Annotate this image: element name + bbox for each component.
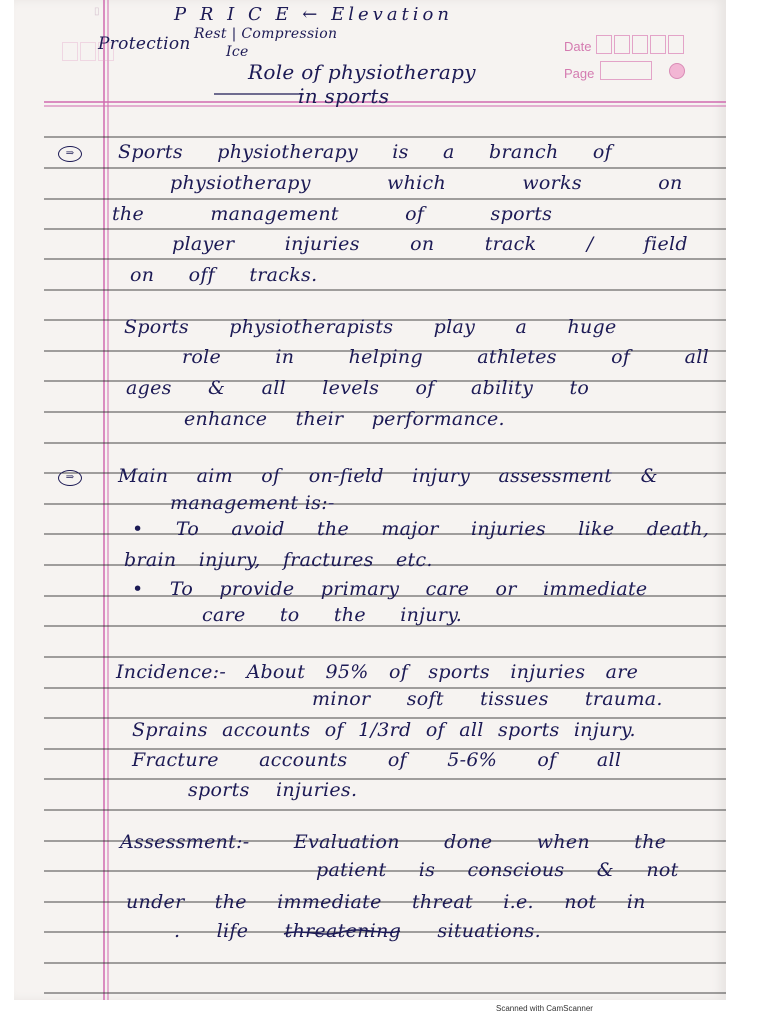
date-label: Date — [564, 39, 592, 54]
page-title-line1: Role of physiotherapy — [248, 60, 476, 84]
s1-line3: the management of sports — [112, 203, 553, 225]
page-title-line2: in sports — [298, 84, 390, 108]
page-number-box — [600, 61, 652, 80]
price-sub: Rest | Compression — [194, 26, 338, 42]
s5-line3: under the immediate threat i.e. not in — [126, 891, 646, 913]
protection-label: Protection — [98, 34, 191, 54]
s3-line2: management is:- — [170, 492, 335, 514]
s4-line1: Incidence:- About 95% of sports injuries are — [116, 661, 639, 683]
faint-header-mark: ▯ — [94, 6, 100, 17]
s4-line5: sports injuries. — [188, 779, 358, 801]
s1-line4: player injuries on track / field — [172, 233, 688, 255]
s4-line3: Sprains accounts of 1/3rd of all sports injury. — [132, 719, 636, 741]
scanner-watermark: Scanned with CamScanner — [496, 1004, 593, 1013]
page-circle-mark — [669, 63, 685, 79]
s3-line4: brain injury, fractures etc. — [124, 549, 433, 571]
strikethrough-scribble — [282, 922, 402, 946]
s2-line1: Sports physiotherapists play a huge — [124, 316, 617, 338]
s5-line1: Assessment:- Evaluation done when the — [120, 831, 667, 853]
ice-label: Ice — [226, 44, 249, 60]
arrow-circle-icon: ⇒ — [58, 146, 82, 162]
s4-line2: minor soft tissues trauma. — [312, 688, 663, 710]
s4-line4: Fracture accounts of 5-6% of all — [132, 749, 622, 771]
arrow-circle-icon: ⇒ — [58, 470, 82, 486]
s1-line5: on off tracks. — [130, 264, 318, 286]
page-label: Page — [564, 66, 595, 81]
s5-line4: . life threatening situations. — [174, 920, 541, 942]
s1-line1: Sports physiotherapy is a branch of — [118, 141, 612, 163]
s3-line1: Main aim of on-field injury assessment & — [118, 465, 658, 487]
s5-line2: patient is conscious & not — [316, 859, 679, 881]
notebook-page — [14, 0, 726, 1000]
s3-line6: care to the injury. — [202, 604, 463, 626]
s2-line3: ages & all levels of ability to — [126, 377, 590, 399]
s2-line4: enhance their performance. — [184, 408, 505, 430]
s1-line2: physiotherapy which works on — [170, 172, 683, 194]
s2-line2: role in helping athletes of all — [182, 346, 709, 368]
price-line: P R I C E ← Elevation — [174, 4, 453, 25]
s3-line5: • To provide primary care or immediate — [132, 578, 648, 600]
s3-line3: • To avoid the major injuries like death, — [132, 518, 710, 540]
date-boxes — [596, 35, 684, 54]
